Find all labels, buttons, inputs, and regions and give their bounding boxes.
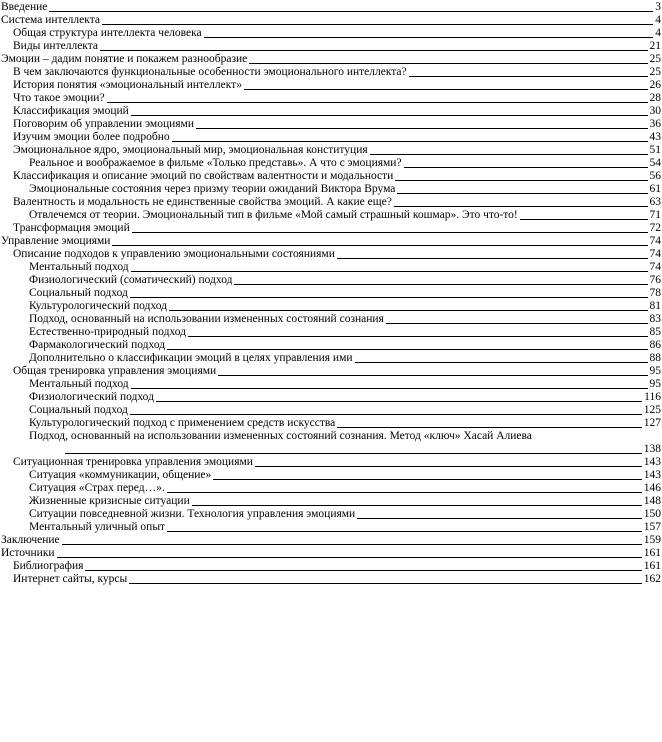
toc-entry[interactable] [0, 456, 662, 469]
toc-leader-line [404, 167, 648, 168]
toc-entry-title: История понятия «эмоциональный интеллект» [13, 79, 242, 91]
toc-entry-page: 148 [643, 495, 661, 507]
toc-entry-title: Описание подходов к управлению эмоциональными состояниями [13, 248, 335, 260]
toc-entry-title: Поговорим об управлении эмоциями [13, 118, 194, 130]
toc-leader-line [156, 401, 642, 402]
toc-entry-title: Фармакологический подход [29, 339, 166, 351]
toc-entry[interactable] [0, 300, 662, 313]
toc-leader-line [132, 232, 648, 233]
toc-entry-title: Общая тренировка управления эмоциями [13, 365, 217, 377]
toc-entry-page: 4 [655, 27, 661, 39]
toc-entry[interactable] [0, 417, 662, 430]
toc-leader-line [131, 115, 648, 116]
toc-leader-line [49, 11, 653, 12]
toc-leader-line [102, 24, 653, 25]
toc-leader-line [57, 557, 642, 558]
toc-entry-page: 63 [649, 196, 661, 208]
toc-entry-page: 161 [643, 560, 661, 572]
toc-entry[interactable] [0, 1, 662, 14]
toc-entry[interactable] [0, 339, 662, 352]
toc-entry-title: Реальное и воображаемое в фильме «Только представь». А что с эмоциями? [29, 157, 402, 169]
toc-entry-page: 28 [649, 92, 661, 104]
toc-leader-line [100, 50, 647, 51]
toc-entry-page: 51 [649, 144, 661, 156]
toc-entry-title: Ментальный подход [29, 261, 129, 273]
toc-entry-title: В чем заключаются функциональные особенности эмоционального интеллекта? [13, 66, 407, 78]
toc-entry-page: 162 [643, 573, 661, 585]
toc-entry-title: Физиологический подход [29, 391, 154, 403]
toc-entry-title: Отвлечемся от теории. Эмоциональный тип в фильме «Мой самый страшный кошмар». Это что-то! [29, 209, 518, 221]
toc-entry[interactable] [0, 144, 662, 157]
toc-leader-line [409, 76, 648, 77]
toc-entry-title: Система интеллекта [1, 14, 100, 26]
toc-entry-page: 74 [649, 261, 661, 273]
toc-leader-line [204, 37, 654, 38]
toc-leader-line [386, 323, 648, 324]
toc-entry-title: Виды интеллекта [13, 40, 99, 52]
toc-entry[interactable] [0, 105, 662, 118]
toc-entry-page: 61 [649, 183, 661, 195]
toc-entry-page: 76 [649, 274, 661, 286]
toc-entry-page: 54 [649, 157, 661, 169]
toc-entry[interactable] [0, 469, 662, 482]
toc-entry[interactable] [0, 365, 662, 378]
toc-leader-line [167, 531, 642, 532]
toc-entry[interactable] [0, 352, 662, 365]
toc-entry-page: 21 [649, 40, 661, 52]
toc-leader-line [337, 258, 648, 259]
toc-entry[interactable] [0, 261, 662, 274]
toc-entry-title: Ситуации повседневной жизни. Технология управления эмоциями [29, 508, 356, 520]
toc-entry-title: Классификация и описание эмоций по свойствам валентности и модальности [13, 170, 394, 182]
toc-entry-page: 95 [649, 365, 661, 377]
toc-entry-page: 143 [643, 456, 661, 468]
toc-leader-line [188, 336, 647, 337]
toc-entry-page: 125 [643, 404, 661, 416]
toc-leader-line [196, 128, 648, 129]
toc-entry[interactable] [0, 521, 662, 534]
toc-entry[interactable] [0, 27, 662, 40]
toc-entry-title: Общая структура интеллекта человека [13, 27, 202, 39]
toc-entry-page: 43 [649, 131, 661, 143]
toc-entry[interactable] [0, 79, 662, 92]
toc-entry-title: Ситуация «Страх перед…». [29, 482, 165, 494]
toc-entry-title: Эмоциональные состояния через призму теории ожиданий Виктора Врума [29, 183, 396, 195]
toc-leader-line [397, 193, 647, 194]
toc-entry-page: 159 [643, 534, 661, 546]
toc-leader-line [130, 414, 642, 415]
toc-entry-title: Что такое эмоции? [13, 92, 105, 104]
toc-leader-line [107, 102, 648, 103]
toc-entry-page: 26 [649, 79, 661, 91]
toc-entry[interactable] [0, 157, 662, 170]
toc-entry[interactable] [0, 248, 662, 261]
toc-entry-page: 30 [649, 105, 661, 117]
toc-entry[interactable] [0, 547, 662, 560]
toc-leader-line [172, 141, 648, 142]
toc-entry[interactable] [0, 560, 662, 573]
toc-leader-line [234, 284, 647, 285]
toc-leader-line [65, 453, 642, 454]
toc-entry-title: Валентность и модальность не единственные свойства эмоций. А какие еще? [13, 196, 392, 208]
toc-entry-title: Библиография [13, 560, 84, 572]
toc-entry[interactable] [0, 209, 662, 222]
toc-entry-page: 86 [649, 339, 661, 351]
toc-entry-page: 138 [643, 443, 661, 455]
toc-entry-page: 56 [649, 170, 661, 182]
toc-leader-line [85, 570, 641, 571]
toc-entry[interactable] [0, 508, 662, 521]
toc-entry-title: Ситуационная тренировка управления эмоциями [13, 456, 253, 468]
toc-leader-line [169, 310, 648, 311]
toc-entry-page: 74 [649, 235, 661, 247]
toc-leader-line [130, 297, 648, 298]
toc-leader-line [213, 479, 642, 480]
toc-entry-page: 146 [643, 482, 661, 494]
toc-entry-title: Физиологический (соматический) подход [29, 274, 233, 286]
toc-leader-line [131, 388, 648, 389]
toc-entry-title: Заключение [1, 534, 60, 546]
toc-leader-line [167, 349, 647, 350]
toc-entry-title: Подход, основанный на использовании измененных состояний сознания. Метод «ключ» Хасай Алиева [29, 430, 532, 442]
toc-leader-line [244, 89, 648, 90]
toc-entry-title: Управление эмоциями [1, 235, 111, 247]
toc-entry-title: Ментальный подход [29, 378, 129, 390]
toc-leader-line [337, 427, 642, 428]
toc-leader-line [395, 180, 647, 181]
toc-entry[interactable] [0, 378, 662, 391]
toc-entry[interactable] [0, 534, 662, 547]
toc-entry-page: 74 [649, 248, 661, 260]
toc-entry[interactable] [0, 53, 662, 66]
toc-entry-title: Классификация эмоций [13, 105, 129, 117]
toc-leader-line [62, 544, 642, 545]
toc-leader-line [112, 245, 647, 246]
toc-entry-page: 127 [643, 417, 661, 429]
toc-entry[interactable] [0, 287, 662, 300]
toc-entry-page: 81 [649, 300, 661, 312]
toc-entry-page: 25 [649, 53, 661, 65]
toc-entry-title: Интернет сайты, курсы [13, 573, 128, 585]
toc-entry[interactable] [0, 40, 662, 53]
toc-entry[interactable] [0, 92, 662, 105]
toc-entry[interactable] [0, 573, 662, 586]
toc-entry-title: Культурологический подход [29, 300, 167, 312]
toc-leader-line [520, 219, 648, 220]
toc-entry[interactable] [0, 313, 662, 326]
toc-entry[interactable] [0, 326, 662, 339]
toc-entry-page: 36 [649, 118, 661, 130]
toc-entry-title: Ментальный уличный опыт [29, 521, 166, 533]
toc-leader-line [249, 63, 647, 64]
toc-entry-title: Естественно-природный подход [29, 326, 187, 338]
toc-entry-title: Трансформация эмоций [13, 222, 130, 234]
toc-leader-line [255, 466, 642, 467]
toc-entry-page: 143 [643, 469, 661, 481]
toc-entry[interactable] [0, 430, 662, 456]
toc-entry[interactable] [0, 14, 662, 27]
toc-entry-title: Изучим эмоции более подробно [13, 131, 170, 143]
toc-entry-title: Подход, основанный на использовании измененных состояний сознания [29, 313, 384, 325]
toc-leader-line [357, 518, 642, 519]
toc-entry[interactable] [0, 404, 662, 417]
toc-entry[interactable] [0, 118, 662, 131]
toc-entry[interactable] [0, 222, 662, 235]
toc-entry[interactable] [0, 274, 662, 287]
toc-entry-title: Дополнительно о классификации эмоций в целях управления ими [29, 352, 353, 364]
toc-entry[interactable] [0, 170, 662, 183]
toc-leader-line [394, 206, 648, 207]
toc-leader-line [355, 362, 648, 363]
toc-entry-title: Эмоциональное ядро, эмоциональный мир, эмоциональная конституция [13, 144, 368, 156]
toc-entry-title: Жизненные кризисные ситуации [29, 495, 190, 507]
toc-entry-page: 83 [649, 313, 661, 325]
toc-entry-title: Введение [1, 1, 48, 13]
toc-entry-page: 71 [649, 209, 661, 221]
toc-entry-page: 88 [649, 352, 661, 364]
toc-entry-page: 116 [644, 391, 661, 403]
toc-leader-line [129, 583, 641, 584]
toc-entry-title: Культурологический подход с применением средств искусства [29, 417, 336, 429]
toc-entry-page: 85 [649, 326, 661, 338]
toc-entry[interactable] [0, 482, 662, 495]
toc-entry-page: 72 [649, 222, 661, 234]
toc-entry[interactable] [0, 66, 662, 79]
toc-entry-page: 25 [649, 66, 661, 78]
toc-entry[interactable] [0, 196, 662, 209]
toc-entry[interactable] [0, 235, 662, 248]
toc-entry-title: Источники [1, 547, 55, 559]
toc-leader-line [131, 271, 648, 272]
toc-entry-title: Ситуация «коммуникации, общение» [29, 469, 212, 481]
toc-entry[interactable] [0, 131, 662, 144]
toc-leader-line [192, 505, 642, 506]
toc-leader-line [218, 375, 647, 376]
toc-entry[interactable] [0, 391, 662, 404]
toc-entry-page: 3 [655, 1, 661, 13]
toc-entry-page: 78 [649, 287, 661, 299]
toc-entry[interactable] [0, 495, 662, 508]
toc-leader-line [167, 492, 642, 493]
toc-entry-page: 157 [643, 521, 661, 533]
toc-entry-title: Социальный подход [29, 287, 128, 299]
toc-entry[interactable] [0, 183, 662, 196]
toc-entry-page: 150 [643, 508, 661, 520]
toc-entry-page: 95 [649, 378, 661, 390]
toc-entry-title: Социальный подход [29, 404, 128, 416]
toc-leader-line [370, 154, 648, 155]
toc-entry-page: 4 [655, 14, 661, 26]
toc-entry-page: 161 [643, 547, 661, 559]
toc-entry-title: Эмоции – дадим понятие и покажем разнообразие [1, 53, 248, 65]
